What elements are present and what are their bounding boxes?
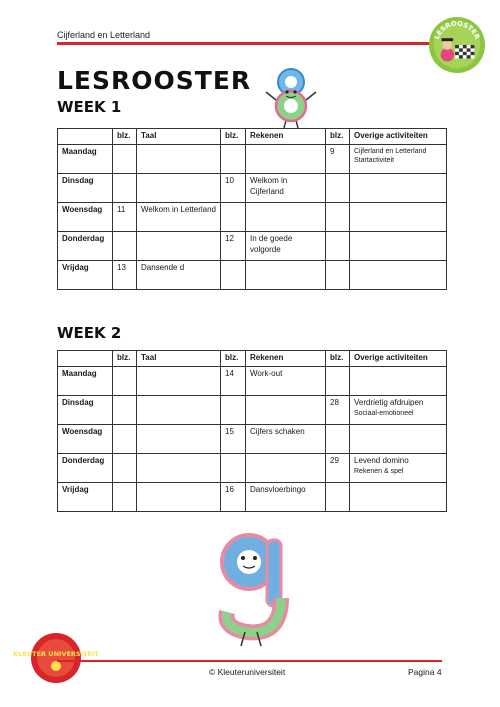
overig-title: Cijferland en Letterland [354, 147, 427, 155]
day-cell: Donderdag [58, 231, 113, 260]
table-row [58, 260, 447, 289]
taal-cell [137, 482, 221, 511]
rekenen-cell: Dansvloerbingo [246, 482, 326, 511]
letter-g-mascot-icon [205, 528, 295, 648]
rekenen-cell: Work-out [246, 366, 326, 395]
blz-cell: 16 [221, 482, 246, 511]
taal-cell [137, 424, 221, 453]
blz-cell [113, 395, 137, 424]
rekenen-cell [246, 453, 326, 482]
overig-subtitle: Startactiviteit [354, 157, 395, 165]
table-row [58, 202, 447, 231]
blz-cell [113, 482, 137, 511]
overig-subtitle: Sociaal-emotioneel [354, 409, 414, 417]
week2-header-row [58, 351, 447, 367]
header-title: Cijferland en Letterland [57, 30, 151, 40]
week2-title: WEEK 2 [57, 324, 122, 342]
col-overig: Overige activiteiten [350, 129, 447, 145]
day-cell: Vrijdag [58, 260, 113, 289]
blz-cell [221, 144, 246, 173]
blz-cell: 13 [113, 260, 137, 289]
logo-text: KLEUTER UNIVERSITEIT [13, 650, 99, 658]
badge-text: LESROOSTER [432, 19, 482, 41]
taal-cell [137, 395, 221, 424]
blz-cell [113, 453, 137, 482]
col-day [58, 129, 113, 145]
blz-cell [113, 231, 137, 260]
blz-cell [326, 202, 350, 231]
lesrooster-badge [428, 16, 486, 74]
table-row [58, 366, 447, 395]
blz-cell [326, 366, 350, 395]
blz-cell: 15 [221, 424, 246, 453]
day-cell: Vrijdag [58, 482, 113, 511]
taal-cell [137, 173, 221, 202]
overig-cell [350, 395, 447, 424]
overig-cell [350, 453, 447, 482]
blz-cell: 14 [221, 366, 246, 395]
kleuteruniversiteit-logo [13, 632, 99, 684]
blz-cell [221, 260, 246, 289]
overig-title: Levend domino [354, 455, 409, 465]
day-cell: Dinsdag [58, 395, 113, 424]
blz-cell: 9 [326, 144, 350, 173]
rekenen-cell: Welkom in Cijferland [246, 173, 326, 202]
overig-cell [350, 144, 447, 173]
blz-cell: 10 [221, 173, 246, 202]
overig-cell [350, 366, 447, 395]
col-rekenen-blz: blz. [221, 351, 246, 367]
rekenen-cell [246, 202, 326, 231]
rekenen-cell: Cijfers schaken [246, 424, 326, 453]
footer-copyright: © Kleuteruniversiteit [209, 667, 286, 677]
rekenen-cell [246, 260, 326, 289]
table-row [58, 173, 447, 202]
col-taal: Taal [137, 129, 221, 145]
overig-title: Verdrietig afdruipen [354, 397, 424, 407]
col-taal: Taal [137, 351, 221, 367]
blz-cell [221, 453, 246, 482]
taal-cell [137, 453, 221, 482]
week1-header-row [58, 129, 447, 145]
taal-cell [137, 231, 221, 260]
day-cell: Maandag [58, 366, 113, 395]
col-overig-blz: blz. [326, 351, 350, 367]
day-cell: Woensdag [58, 202, 113, 231]
footer-rule [57, 660, 442, 662]
table-row [58, 424, 447, 453]
blz-cell [221, 395, 246, 424]
col-taal-blz: blz. [113, 129, 137, 145]
overig-cell [350, 231, 447, 260]
blz-cell [326, 482, 350, 511]
overig-cell [350, 202, 447, 231]
overig-subtitle: Rekenen & spel [354, 467, 404, 475]
blz-cell [113, 366, 137, 395]
table-row [58, 395, 447, 424]
blz-cell [326, 173, 350, 202]
col-rekenen: Rekenen [246, 351, 326, 367]
day-cell: Donderdag [58, 453, 113, 482]
number-eight-mascot-icon [262, 64, 320, 130]
table-row [58, 482, 447, 511]
col-day [58, 351, 113, 367]
col-rekenen-blz: blz. [221, 129, 246, 145]
blz-cell [113, 173, 137, 202]
taal-cell [137, 144, 221, 173]
page-title: LESROOSTER [57, 66, 252, 95]
blz-cell: 11 [113, 202, 137, 231]
overig-cell [350, 482, 447, 511]
blz-cell [113, 144, 137, 173]
blz-cell [113, 424, 137, 453]
col-overig: Overige activiteiten [350, 351, 447, 367]
blz-cell: 12 [221, 231, 246, 260]
day-cell: Woensdag [58, 424, 113, 453]
blz-cell [326, 260, 350, 289]
blz-cell [326, 424, 350, 453]
week1-table [57, 128, 447, 290]
taal-cell: Welkom in Letterland [137, 202, 221, 231]
table-row [58, 453, 447, 482]
taal-cell: Dansende d [137, 260, 221, 289]
blz-cell: 28 [326, 395, 350, 424]
overig-cell [350, 173, 447, 202]
blz-cell: 29 [326, 453, 350, 482]
blz-cell [221, 202, 246, 231]
week1-title: WEEK 1 [57, 98, 122, 116]
blz-cell [326, 231, 350, 260]
col-taal-blz: blz. [113, 351, 137, 367]
col-rekenen: Rekenen [246, 129, 326, 145]
rekenen-cell [246, 395, 326, 424]
taal-cell [137, 366, 221, 395]
day-cell: Dinsdag [58, 173, 113, 202]
rekenen-cell [246, 144, 326, 173]
rekenen-cell: In de goede volgorde [246, 231, 326, 260]
col-overig-blz: blz. [326, 129, 350, 145]
table-row [58, 231, 447, 260]
week2-table [57, 350, 447, 512]
header-rule [57, 42, 442, 45]
overig-cell [350, 424, 447, 453]
day-cell: Maandag [58, 144, 113, 173]
table-row [58, 144, 447, 173]
overig-cell [350, 260, 447, 289]
page-number: Pagina 4 [408, 667, 442, 677]
